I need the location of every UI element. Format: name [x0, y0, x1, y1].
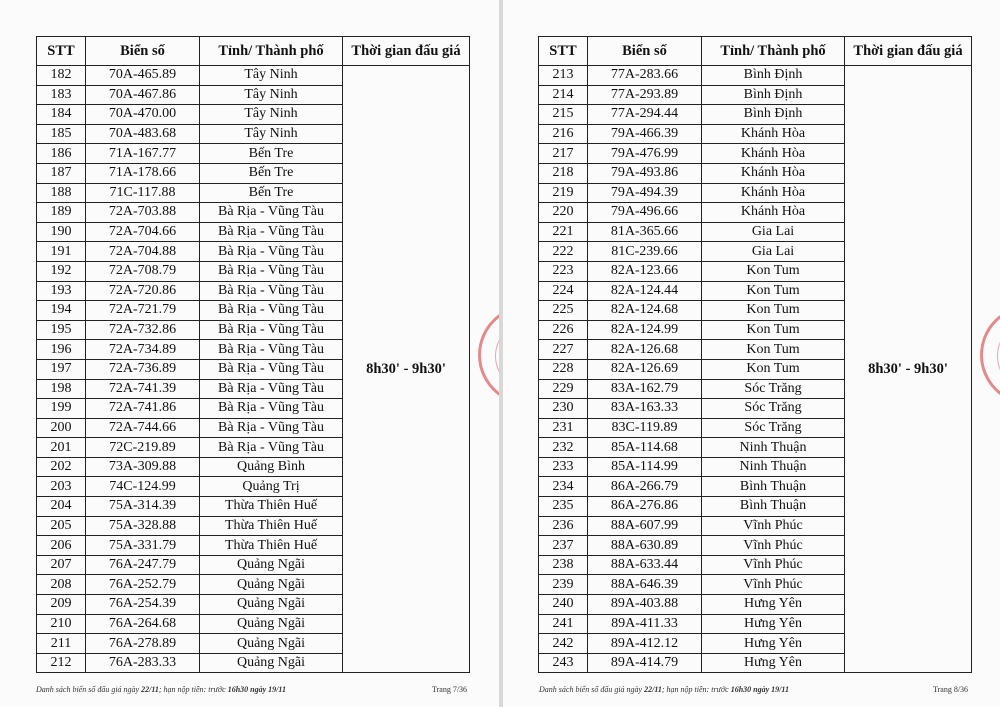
row-province: Kon Tum — [702, 261, 845, 281]
row-stt: 209 — [37, 595, 86, 615]
row-stt: 214 — [539, 85, 588, 105]
row-province: Bà Rịa - Vũng Tàu — [200, 281, 343, 301]
row-province: Khánh Hòa — [702, 183, 845, 203]
row-province: Tây Ninh — [200, 124, 343, 144]
row-plate: 70A-483.68 — [86, 124, 200, 144]
row-plate: 89A-412.12 — [588, 634, 702, 654]
row-plate: 85A-114.99 — [588, 457, 702, 477]
row-province: Tây Ninh — [200, 105, 343, 125]
row-plate: 77A-294.44 — [588, 105, 702, 125]
footer-prefix: Danh sách biển số đấu giá ngày — [36, 685, 142, 694]
row-stt: 220 — [539, 203, 588, 223]
row-province: Bà Rịa - Vũng Tàu — [200, 418, 343, 438]
row-plate: 74C-124.99 — [86, 477, 200, 497]
row-plate: 76A-252.79 — [86, 575, 200, 595]
row-province: Bà Rịa - Vũng Tàu — [200, 438, 343, 458]
row-province: Bến Tre — [200, 144, 343, 164]
row-province: Gia Lai — [702, 222, 845, 242]
row-plate: 72A-704.88 — [86, 242, 200, 262]
row-province: Khánh Hòa — [702, 144, 845, 164]
row-stt: 193 — [37, 281, 86, 301]
row-plate: 76A-254.39 — [86, 595, 200, 615]
footer-mid: ; hạn nộp tiền: trước — [158, 685, 228, 694]
row-stt: 219 — [539, 183, 588, 203]
row-stt: 187 — [37, 163, 86, 183]
row-province: Bà Rịa - Vũng Tàu — [200, 203, 343, 223]
header-time: Thời gian đấu giá — [343, 37, 470, 66]
row-stt: 243 — [539, 653, 588, 673]
row-plate: 72A-734.89 — [86, 340, 200, 360]
row-stt: 236 — [539, 516, 588, 536]
row-plate: 71A-178.66 — [86, 163, 200, 183]
row-plate: 82A-124.68 — [588, 301, 702, 321]
row-stt: 183 — [37, 85, 86, 105]
document-page-right — [503, 0, 1000, 707]
header-province: Tỉnh/ Thành phố — [200, 37, 343, 66]
row-province: Vĩnh Phúc — [702, 516, 845, 536]
row-plate: 89A-411.33 — [588, 614, 702, 634]
header-plate: Biển số — [588, 37, 702, 66]
row-plate: 71C-117.88 — [86, 183, 200, 203]
row-plate: 89A-403.88 — [588, 595, 702, 615]
row-province: Quảng Bình — [200, 457, 343, 477]
table-body — [37, 66, 470, 673]
row-plate: 83C-119.89 — [588, 418, 702, 438]
row-stt: 184 — [37, 105, 86, 125]
row-stt: 229 — [539, 379, 588, 399]
row-plate: 77A-293.89 — [588, 85, 702, 105]
row-plate: 72A-703.88 — [86, 203, 200, 223]
footer-deadline: 16h30 ngày 19/11 — [227, 685, 286, 694]
row-stt: 218 — [539, 163, 588, 183]
row-plate: 71A-167.77 — [86, 144, 200, 164]
row-stt: 226 — [539, 320, 588, 340]
document-page-left — [0, 0, 499, 707]
row-province: Bà Rịa - Vũng Tàu — [200, 399, 343, 419]
row-province: Vĩnh Phúc — [702, 555, 845, 575]
row-province: Quảng Ngãi — [200, 575, 343, 595]
row-province: Vĩnh Phúc — [702, 575, 845, 595]
header-stt: STT — [539, 37, 588, 66]
row-stt: 227 — [539, 340, 588, 360]
row-province: Bình Định — [702, 85, 845, 105]
row-plate: 75A-314.39 — [86, 497, 200, 517]
row-stt: 211 — [37, 634, 86, 654]
row-plate: 73A-309.88 — [86, 457, 200, 477]
row-province: Kon Tum — [702, 359, 845, 379]
row-stt: 212 — [37, 653, 86, 673]
row-plate: 82A-126.68 — [588, 340, 702, 360]
row-stt: 188 — [37, 183, 86, 203]
row-plate: 85A-114.68 — [588, 438, 702, 458]
row-stt: 201 — [37, 438, 86, 458]
row-province: Khánh Hòa — [702, 124, 845, 144]
auction-table — [538, 36, 972, 673]
row-province: Hưng Yên — [702, 595, 845, 615]
row-plate: 72A-704.66 — [86, 222, 200, 242]
row-stt: 232 — [539, 438, 588, 458]
row-province: Bình Định — [702, 66, 845, 86]
row-plate: 82A-124.99 — [588, 320, 702, 340]
row-plate: 83A-162.79 — [588, 379, 702, 399]
row-province: Tây Ninh — [200, 66, 343, 86]
row-plate: 75A-331.79 — [86, 536, 200, 556]
row-plate: 79A-466.39 — [588, 124, 702, 144]
row-province: Ninh Thuận — [702, 438, 845, 458]
row-plate: 86A-266.79 — [588, 477, 702, 497]
row-stt: 223 — [539, 261, 588, 281]
row-province: Thừa Thiên Huế — [200, 536, 343, 556]
row-plate: 70A-467.86 — [86, 85, 200, 105]
table-row — [539, 66, 972, 86]
row-province: Kon Tum — [702, 320, 845, 340]
row-plate: 72A-741.39 — [86, 379, 200, 399]
auction-time-cell: 8h30' - 9h30' — [343, 66, 470, 673]
row-province: Khánh Hòa — [702, 163, 845, 183]
auction-table — [36, 36, 470, 673]
row-stt: 242 — [539, 634, 588, 654]
row-plate: 82A-126.69 — [588, 359, 702, 379]
row-stt: 216 — [539, 124, 588, 144]
footer-mid: ; hạn nộp tiền: trước — [661, 685, 731, 694]
row-province: Ninh Thuận — [702, 457, 845, 477]
row-province: Bà Rịa - Vũng Tàu — [200, 359, 343, 379]
row-stt: 182 — [37, 66, 86, 86]
row-province: Bà Rịa - Vũng Tàu — [200, 242, 343, 262]
table-body — [539, 66, 972, 673]
header-time: Thời gian đấu giá — [845, 37, 972, 66]
row-province: Bà Rịa - Vũng Tàu — [200, 320, 343, 340]
footer-deadline: 16h30 ngày 19/11 — [730, 685, 789, 694]
row-plate: 72C-219.89 — [86, 438, 200, 458]
row-province: Bà Rịa - Vũng Tàu — [200, 379, 343, 399]
row-plate: 89A-414.79 — [588, 653, 702, 673]
row-stt: 217 — [539, 144, 588, 164]
row-province: Hưng Yên — [702, 653, 845, 673]
row-province: Bình Định — [702, 105, 845, 125]
row-stt: 205 — [37, 516, 86, 536]
row-plate: 76A-278.89 — [86, 634, 200, 654]
row-plate: 88A-646.39 — [588, 575, 702, 595]
row-plate: 70A-465.89 — [86, 66, 200, 86]
header-plate: Biển số — [86, 37, 200, 66]
row-province: Quảng Ngãi — [200, 653, 343, 673]
row-province: Khánh Hòa — [702, 203, 845, 223]
row-province: Kon Tum — [702, 340, 845, 360]
row-stt: 213 — [539, 66, 588, 86]
row-stt: 191 — [37, 242, 86, 262]
row-plate: 77A-283.66 — [588, 66, 702, 86]
table-header-row — [539, 37, 972, 66]
row-province: Vĩnh Phúc — [702, 536, 845, 556]
row-province: Bến Tre — [200, 183, 343, 203]
page-number: Trang 8/36 — [933, 685, 969, 694]
row-plate: 83A-163.33 — [588, 399, 702, 419]
row-plate: 81C-239.66 — [588, 242, 702, 262]
row-stt: 224 — [539, 281, 588, 301]
row-stt: 225 — [539, 301, 588, 321]
row-province: Thừa Thiên Huế — [200, 516, 343, 536]
row-stt: 185 — [37, 124, 86, 144]
row-stt: 215 — [539, 105, 588, 125]
row-province: Bà Rịa - Vũng Tàu — [200, 301, 343, 321]
page-footer — [36, 685, 286, 694]
row-stt: 195 — [37, 320, 86, 340]
row-plate: 72A-744.66 — [86, 418, 200, 438]
row-stt: 200 — [37, 418, 86, 438]
row-stt: 228 — [539, 359, 588, 379]
row-stt: 221 — [539, 222, 588, 242]
row-province: Gia Lai — [702, 242, 845, 262]
row-plate: 76A-283.33 — [86, 653, 200, 673]
table-row — [37, 66, 470, 86]
row-plate: 82A-124.44 — [588, 281, 702, 301]
row-province: Quảng Ngãi — [200, 595, 343, 615]
row-stt: 196 — [37, 340, 86, 360]
row-plate: 79A-494.39 — [588, 183, 702, 203]
row-plate: 72A-736.89 — [86, 359, 200, 379]
row-stt: 241 — [539, 614, 588, 634]
row-stt: 186 — [37, 144, 86, 164]
row-province: Bến Tre — [200, 163, 343, 183]
row-province: Bình Thuận — [702, 497, 845, 517]
row-province: Quảng Ngãi — [200, 555, 343, 575]
row-province: Bà Rịa - Vũng Tàu — [200, 222, 343, 242]
row-stt: 231 — [539, 418, 588, 438]
row-stt: 199 — [37, 399, 86, 419]
row-stt: 230 — [539, 399, 588, 419]
footer-date: 22/11 — [644, 685, 662, 694]
row-plate: 88A-607.99 — [588, 516, 702, 536]
row-province: Quảng Ngãi — [200, 614, 343, 634]
row-province: Hưng Yên — [702, 634, 845, 654]
header-stt: STT — [37, 37, 86, 66]
row-stt: 240 — [539, 595, 588, 615]
row-province: Bình Thuận — [702, 477, 845, 497]
row-plate: 72A-732.86 — [86, 320, 200, 340]
row-plate: 79A-496.66 — [588, 203, 702, 223]
row-stt: 234 — [539, 477, 588, 497]
row-province: Bà Rịa - Vũng Tàu — [200, 261, 343, 281]
row-stt: 222 — [539, 242, 588, 262]
row-stt: 203 — [37, 477, 86, 497]
row-stt: 202 — [37, 457, 86, 477]
row-plate: 75A-328.88 — [86, 516, 200, 536]
row-stt: 235 — [539, 497, 588, 517]
row-plate: 72A-741.86 — [86, 399, 200, 419]
table-header-row — [37, 37, 470, 66]
row-stt: 194 — [37, 301, 86, 321]
row-stt: 192 — [37, 261, 86, 281]
row-plate: 79A-476.99 — [588, 144, 702, 164]
page-number: Trang 7/36 — [432, 685, 468, 694]
row-plate: 79A-493.86 — [588, 163, 702, 183]
row-province: Hưng Yên — [702, 614, 845, 634]
footer-prefix: Danh sách biển số đấu giá ngày — [539, 685, 645, 694]
row-province: Sóc Trăng — [702, 399, 845, 419]
row-stt: 198 — [37, 379, 86, 399]
header-province: Tỉnh/ Thành phố — [702, 37, 845, 66]
row-plate: 72A-720.86 — [86, 281, 200, 301]
row-province: Sóc Trăng — [702, 418, 845, 438]
row-province: Bà Rịa - Vũng Tàu — [200, 340, 343, 360]
row-plate: 86A-276.86 — [588, 497, 702, 517]
row-province: Sóc Trăng — [702, 379, 845, 399]
row-province: Tây Ninh — [200, 85, 343, 105]
row-stt: 197 — [37, 359, 86, 379]
row-stt: 237 — [539, 536, 588, 556]
row-plate: 72A-721.79 — [86, 301, 200, 321]
row-province: Thừa Thiên Huế — [200, 497, 343, 517]
row-plate: 76A-264.68 — [86, 614, 200, 634]
row-stt: 210 — [37, 614, 86, 634]
auction-time-cell: 8h30' - 9h30' — [845, 66, 972, 673]
row-stt: 207 — [37, 555, 86, 575]
row-province: Quảng Ngãi — [200, 634, 343, 654]
official-stamp — [470, 300, 499, 410]
row-stt: 208 — [37, 575, 86, 595]
row-stt: 238 — [539, 555, 588, 575]
row-stt: 204 — [37, 497, 86, 517]
row-plate: 88A-633.44 — [588, 555, 702, 575]
row-plate: 88A-630.89 — [588, 536, 702, 556]
row-stt: 189 — [37, 203, 86, 223]
row-stt: 233 — [539, 457, 588, 477]
row-plate: 70A-470.00 — [86, 105, 200, 125]
row-province: Kon Tum — [702, 281, 845, 301]
row-stt: 206 — [37, 536, 86, 556]
row-plate: 72A-708.79 — [86, 261, 200, 281]
footer-date: 22/11 — [141, 685, 159, 694]
row-province: Kon Tum — [702, 301, 845, 321]
row-stt: 239 — [539, 575, 588, 595]
official-stamp — [972, 300, 1000, 410]
row-plate: 76A-247.79 — [86, 555, 200, 575]
row-stt: 190 — [37, 222, 86, 242]
row-plate: 82A-123.66 — [588, 261, 702, 281]
row-province: Quảng Trị — [200, 477, 343, 497]
page-footer — [539, 685, 789, 694]
row-plate: 81A-365.66 — [588, 222, 702, 242]
